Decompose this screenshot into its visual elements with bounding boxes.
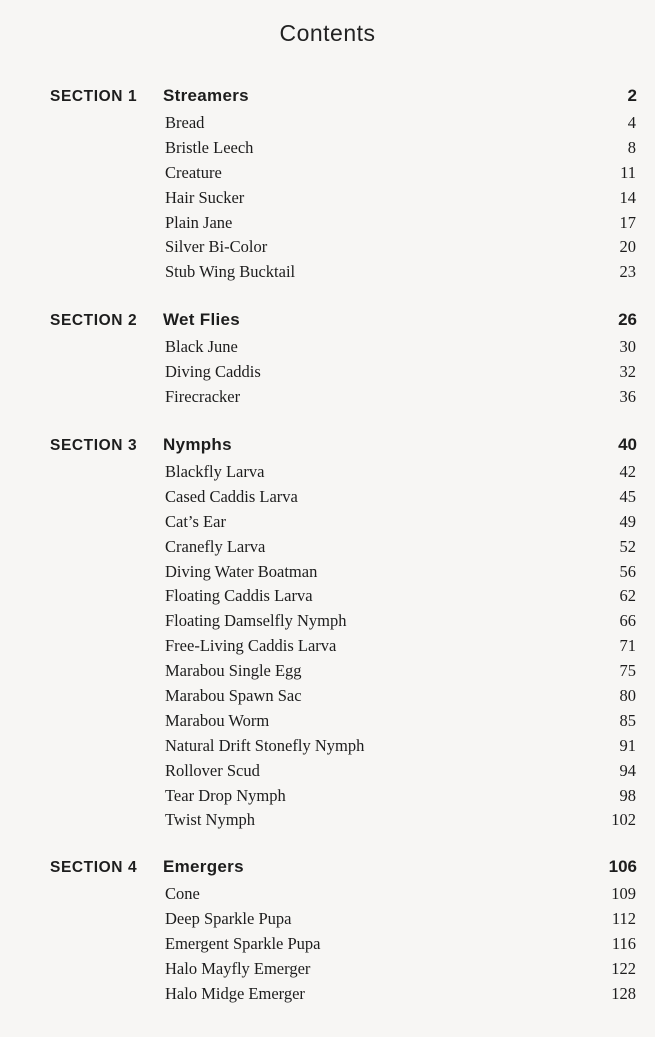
entry-title: Hair Sucker	[165, 187, 245, 207]
entry-page-number: 109	[611, 884, 636, 903]
toc-entry[interactable]	[0, 635, 655, 660]
toc-entry[interactable]	[0, 261, 655, 286]
page-title: Contents	[279, 20, 376, 46]
entry-page-number: 36	[619, 386, 636, 406]
entry-page-number: 20	[619, 237, 636, 257]
section-page-number: 106	[608, 857, 637, 876]
section-name: Nymphs	[163, 435, 232, 454]
entry-page-number: 14	[619, 187, 636, 207]
toc-entry[interactable]	[0, 187, 655, 212]
toc-entry[interactable]	[0, 112, 655, 137]
entry-page-number: 66	[619, 611, 636, 631]
entry-title: Deep Sparkle Pupa	[165, 908, 292, 928]
section-page-number: 2	[627, 86, 637, 105]
toc-entry[interactable]	[0, 561, 655, 586]
toc-entry[interactable]	[0, 336, 655, 361]
entry-title: Halo Midge Emerger	[165, 983, 305, 1003]
entry-page-number: 17	[619, 212, 636, 232]
entry-title: Cat’s Ear	[165, 511, 226, 531]
section-label: SECTION 4	[50, 859, 138, 876]
toc-entry[interactable]	[0, 212, 655, 237]
toc-entry[interactable]	[0, 809, 655, 834]
entry-page-number: 62	[619, 586, 636, 606]
section-page-number: 40	[618, 435, 637, 454]
entry-page-number: 85	[619, 710, 636, 730]
entry-title: Creature	[165, 162, 222, 182]
entry-page-number: 23	[619, 262, 636, 282]
entry-title: Rollover Scud	[165, 760, 260, 780]
toc-entry[interactable]	[0, 386, 655, 411]
toc-entry[interactable]	[0, 735, 655, 760]
entry-title: Plain Jane	[165, 212, 233, 232]
section-name: Wet Flies	[163, 310, 241, 329]
entry-title: Cranefly Larva	[165, 536, 266, 556]
section-heading[interactable]	[0, 859, 655, 883]
toc-entry[interactable]	[0, 710, 655, 735]
toc-entry[interactable]	[0, 785, 655, 810]
entry-page-number: 42	[619, 462, 636, 481]
toc-section-wet-flies	[0, 312, 655, 411]
entry-page-number: 56	[619, 561, 636, 581]
entry-title: Silver Bi-Color	[165, 237, 268, 257]
toc-section-nymphs	[0, 437, 655, 834]
toc-entry[interactable]	[0, 883, 655, 908]
entry-title: Bread	[165, 113, 205, 132]
entry-page-number: 30	[619, 337, 636, 356]
entry-title: Marabou Single Egg	[165, 661, 302, 681]
entry-page-number: 45	[619, 486, 636, 506]
section-name: Emergers	[163, 857, 244, 876]
entry-page-number: 32	[619, 361, 636, 381]
section-heading[interactable]	[0, 312, 655, 336]
toc-entry[interactable]	[0, 933, 655, 958]
toc-entry[interactable]	[0, 361, 655, 386]
entry-page-number: 11	[620, 162, 636, 182]
entry-title: Diving Water Boatman	[165, 561, 318, 581]
entry-title: Free-Living Caddis Larva	[165, 636, 337, 656]
entry-title: Diving Caddis	[165, 361, 261, 381]
section-heading[interactable]	[0, 437, 655, 461]
entry-title: Emergent Sparkle Pupa	[165, 933, 321, 953]
toc-entry[interactable]	[0, 236, 655, 261]
entry-title: Floating Damselfly Nymph	[165, 611, 347, 631]
entry-page-number: 91	[619, 735, 636, 755]
toc-entry[interactable]	[0, 461, 655, 486]
entry-page-number: 71	[619, 636, 636, 656]
entry-title: Stub Wing Bucktail	[165, 262, 296, 282]
entry-page-number: 122	[611, 958, 636, 978]
entry-page-number: 116	[611, 933, 636, 953]
toc-entry[interactable]	[0, 162, 655, 187]
entry-title: Black June	[165, 337, 238, 356]
toc-section-emergers	[0, 859, 655, 1007]
section-label: SECTION 2	[50, 312, 138, 329]
toc-section-streamers	[0, 88, 655, 286]
entry-title: Natural Drift Stonefly Nymph	[165, 735, 365, 755]
toc-entry[interactable]	[0, 585, 655, 610]
toc-entry[interactable]	[0, 958, 655, 983]
toc-entry[interactable]	[0, 908, 655, 933]
entry-title: Cased Caddis Larva	[165, 486, 298, 506]
entry-page-number: 102	[611, 810, 636, 830]
section-label: SECTION 1	[50, 88, 138, 105]
toc-entry[interactable]	[0, 511, 655, 536]
entry-title: Marabou Spawn Sac	[165, 686, 302, 706]
entry-page-number: 98	[619, 785, 636, 805]
entry-title: Halo Mayfly Emerger	[165, 958, 311, 978]
entry-page-number: 80	[619, 686, 636, 706]
toc-entry[interactable]	[0, 536, 655, 561]
entry-title: Blackfly Larva	[165, 462, 265, 481]
toc-entry[interactable]	[0, 486, 655, 511]
entry-page-number: 128	[611, 983, 636, 1003]
toc-entry[interactable]	[0, 685, 655, 710]
entry-page-number: 52	[619, 536, 636, 556]
entry-page-number: 75	[619, 661, 636, 681]
entry-page-number: 94	[619, 760, 636, 780]
toc-entry[interactable]	[0, 610, 655, 635]
section-heading[interactable]	[0, 88, 655, 112]
entry-page-number: 112	[611, 908, 636, 928]
entry-title: Firecracker	[165, 386, 241, 406]
toc-entry[interactable]	[0, 660, 655, 685]
entry-title: Marabou Worm	[165, 710, 270, 730]
entry-title: Cone	[165, 884, 200, 903]
section-label: SECTION 3	[50, 437, 138, 454]
entry-title: Bristle Leech	[165, 137, 254, 157]
entry-title: Tear Drop Nymph	[165, 785, 286, 805]
entry-page-number: 8	[627, 137, 636, 157]
entry-page-number: 4	[627, 113, 636, 132]
section-name: Streamers	[163, 86, 249, 105]
section-page-number: 26	[618, 310, 637, 329]
toc-entry[interactable]	[0, 983, 655, 1008]
entry-page-number: 49	[619, 511, 636, 531]
toc-entry[interactable]	[0, 137, 655, 162]
entry-title: Twist Nymph	[165, 810, 256, 830]
entry-title: Floating Caddis Larva	[165, 586, 313, 606]
toc-entry[interactable]	[0, 760, 655, 785]
